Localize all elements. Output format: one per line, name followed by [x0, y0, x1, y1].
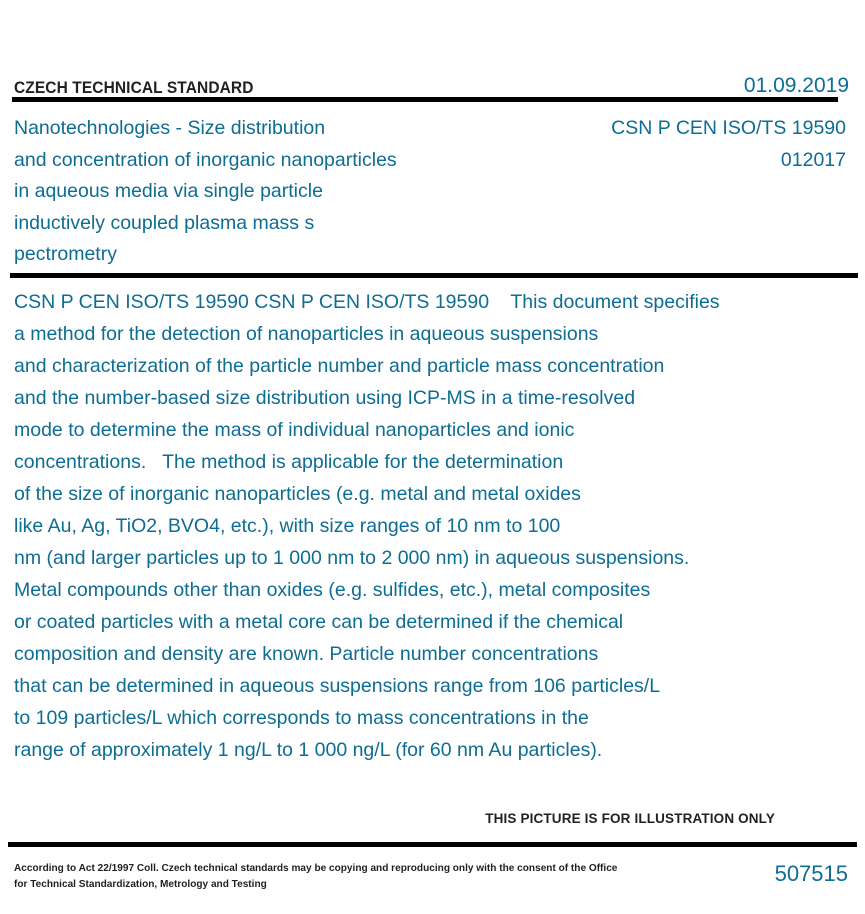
- standard-designation: CSN P CEN ISO/TS 19590: [611, 117, 846, 139]
- document-footer: [14, 861, 851, 903]
- standard-reference: [426, 113, 846, 176]
- title-line: Nanotechnologies - Size distribution: [14, 117, 326, 139]
- title-block: [14, 113, 852, 268]
- copyright-line: for Technical Standardization, Metrology and Testing: [14, 877, 267, 890]
- document-kicker: CZECH TECHNICAL STANDARD: [14, 78, 254, 97]
- abstract-line: a method for the detection of nanoparticles in aqueous suspensions: [14, 323, 599, 345]
- abstract-line: nm (and larger particles up to 1 000 nm to 2 000 nm) in aqueous suspensions.: [14, 547, 690, 569]
- title-line: pectrometry: [14, 243, 117, 266]
- abstract-text: [14, 286, 854, 766]
- title-line: and concentration of inorganic nanoparticles: [14, 148, 397, 171]
- standard-classification-code: 012017: [780, 148, 846, 171]
- title-line: in aqueous media via single particle: [14, 180, 323, 203]
- abstract-line: range of approximately 1 ng/L to 1 000 ng/L (for 60 nm Au particles).: [14, 739, 603, 761]
- illustration-only-notice: THIS PICTURE IS FOR ILLUSTRATION ONLY: [485, 811, 775, 826]
- abstract-line: composition and density are known. Particle number concentrations: [14, 643, 599, 665]
- header-divider-rule: [12, 97, 838, 102]
- abstract-line: that can be determined in aqueous suspensions range from 106 particles/L: [14, 675, 661, 697]
- abstract-line: concentrations. The method is applicable for the determination: [14, 451, 564, 473]
- abstract-line: to 109 particles/L which corresponds to mass concentrations in the: [14, 707, 589, 729]
- abstract-line: CSN P CEN ISO/TS 19590 CSN P CEN ISO/TS 19590 This document specifies: [14, 291, 720, 313]
- abstract-line: or coated particles with a metal core can be determined if the chemical: [14, 611, 624, 633]
- footer-divider-rule: [8, 842, 857, 847]
- abstract-line: mode to determine the mass of individual nanoparticles and ionic: [14, 419, 575, 441]
- abstract-line: and the number-based size distribution using ICP-MS in a time-resolved: [14, 387, 636, 409]
- copyright-line: According to Act 22/1997 Coll. Czech technical standards may be copying and reproducing only with the consent of the Office: [14, 862, 618, 874]
- abstract-line: of the size of inorganic nanoparticles (e.g. metal and metal oxides: [14, 483, 581, 505]
- document-header: [14, 70, 849, 96]
- abstract-line: and characterization of the particle number and particle mass concentration: [14, 355, 665, 377]
- publication-date: 01.09.2019: [743, 74, 849, 97]
- order-code: 507515: [774, 861, 848, 886]
- title-line: inductively coupled plasma mass s: [14, 211, 315, 234]
- abstract-line: Metal compounds other than oxides (e.g. sulfides, etc.), metal composites: [14, 579, 651, 601]
- copyright-notice: [14, 861, 654, 892]
- abstract-line: like Au, Ag, TiO2, BVO4, etc.), with size ranges of 10 nm to 100: [14, 515, 561, 537]
- title-divider-rule: [10, 273, 858, 278]
